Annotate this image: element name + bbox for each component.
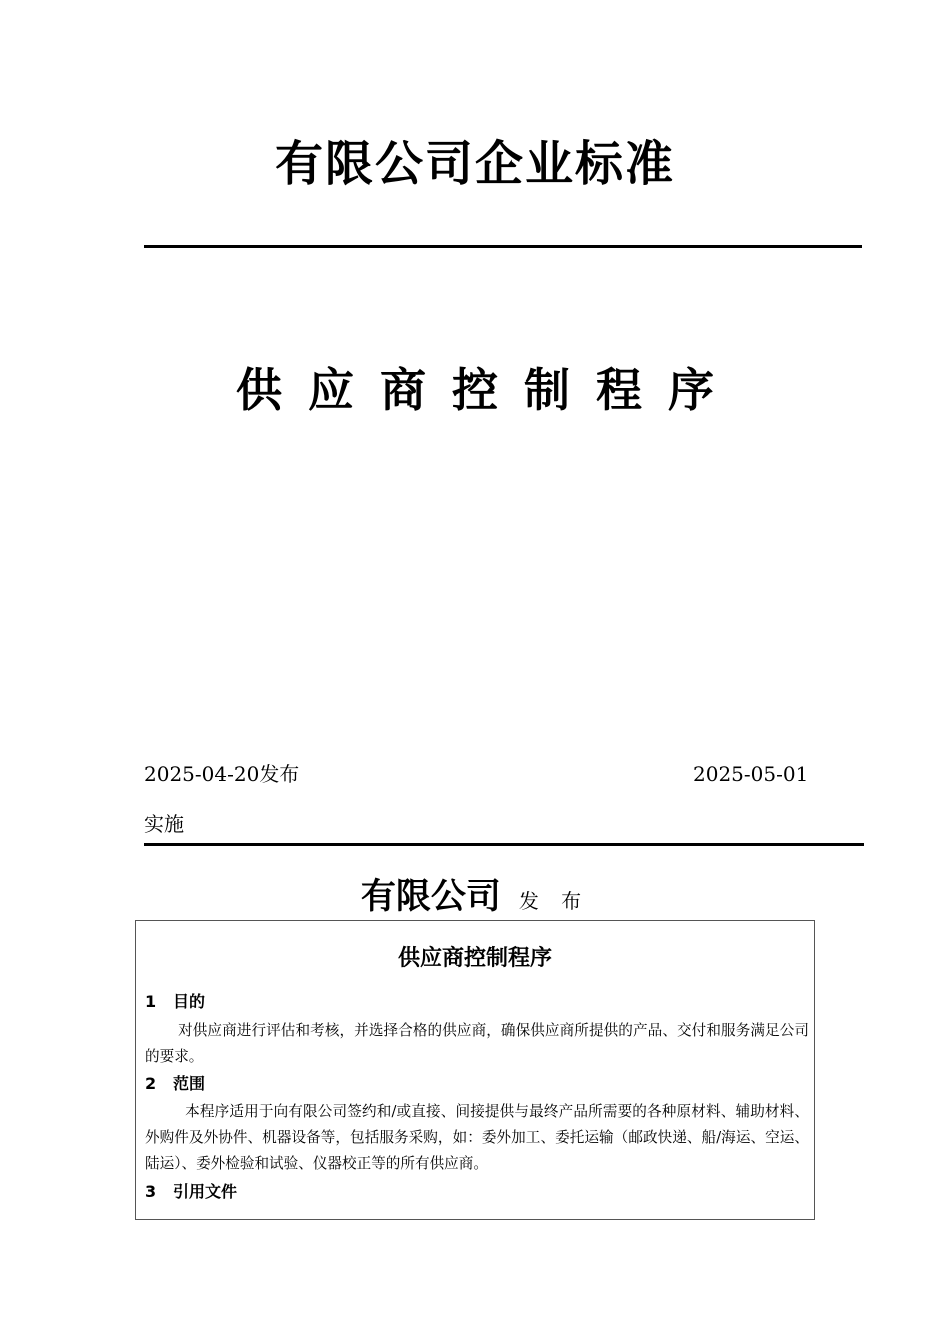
bottom-divider [144,843,864,846]
section-1-heading [145,991,205,1013]
section-3-heading [145,1181,237,1203]
section-2-body [145,1099,809,1177]
content-title: 供应商控制程序 [397,946,552,971]
section-2-text: 本程序适用于向有限公司签约和/或直接、间接提供与最终产品所需要的各种原材料、辅助材料、外购件及外协件、机器设备等，包括服务采购，如：委外加工、委托运输（邮政快递、船/海运、空运、陆运）、委外检验和试验、仪器校正等的所有供应商。 [145,1103,809,1172]
section-1-text: 对供应商进行评估和考核，并选择合格的供应商，确保供应商所提供的产品、交付和服务满足公司的要求。 [145,1022,809,1065]
effective-date: 2025-05-01 [693,762,809,786]
effective-label: 实施 [144,812,184,836]
company-standard-title: 有限公司企业标准 [274,136,675,192]
section-2-heading [145,1073,205,1095]
section-3-number: 3 [145,1182,157,1201]
section-1-number: 1 [145,992,157,1011]
publish-word: 发 布 [518,889,590,913]
document-title: 供应商控制程序 [236,363,740,417]
section-2-title: 范围 [173,1074,206,1093]
publisher-name: 有限公司 [360,877,501,917]
section-1-body [145,1018,809,1070]
top-divider [144,245,862,248]
release-date: 2025-04-20发布 [144,762,300,786]
content-box [135,920,815,1220]
section-3-title: 引用文件 [173,1182,238,1201]
section-2-number: 2 [145,1074,157,1093]
section-1-title: 目的 [173,992,206,1011]
